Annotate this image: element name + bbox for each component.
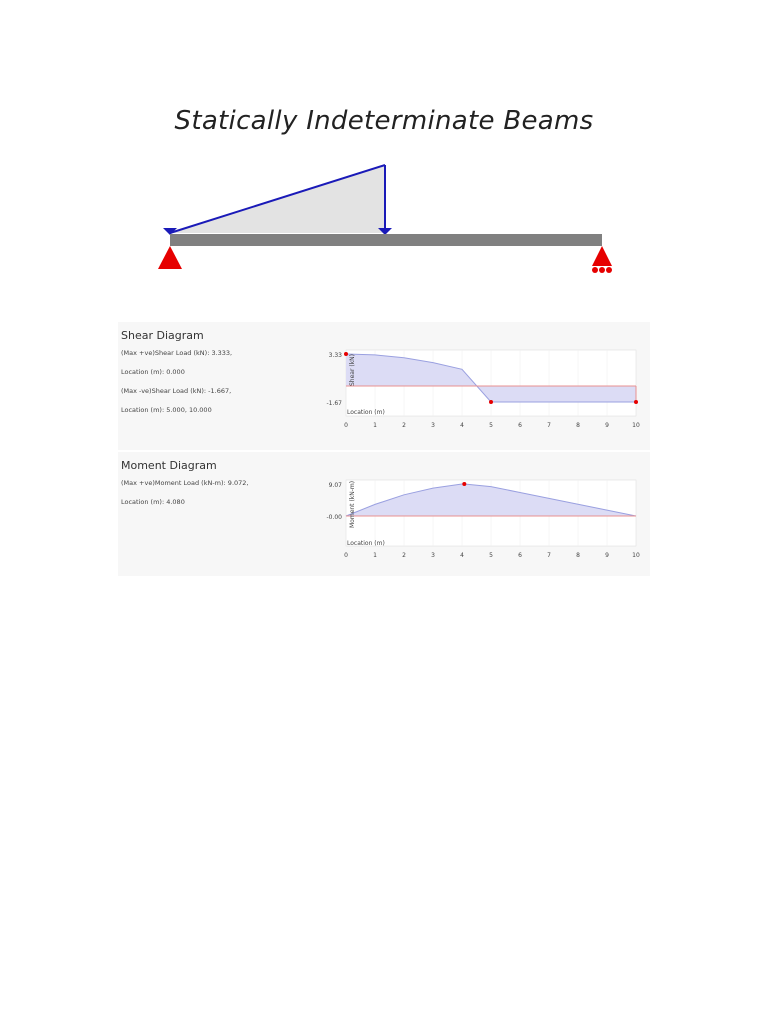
moment-x-tick-label: 6	[518, 552, 522, 559]
shear-x-tick-label: 7	[547, 422, 551, 429]
moment-x-tick-label: 3	[431, 552, 435, 559]
moment-x-label: Location (m)	[347, 540, 385, 547]
shear-x-tick-label: 4	[460, 422, 464, 429]
moment-x-tick-label: 8	[576, 552, 580, 559]
moment-x-tick-label: 5	[489, 552, 493, 559]
shear-x-tick-label: 1	[373, 422, 377, 429]
shear-x-tick-label: 9	[605, 422, 609, 429]
moment-x-tick-label: 7	[547, 552, 551, 559]
shear-x-label: Location (m)	[347, 409, 385, 416]
shear-heading: Shear Diagram	[121, 329, 204, 342]
moment-x-tick-label: 2	[402, 552, 406, 559]
shear-y-top-tick: 3.33	[328, 352, 342, 359]
moment-marker	[462, 482, 466, 486]
moment-y-zero-tick: -0.00	[326, 514, 342, 521]
moment-x-tick-label: 0	[344, 552, 348, 559]
moment-x-tick-label: 4	[460, 552, 464, 559]
shear-max-neg-location: Location (m): 5.000, 10.000	[121, 406, 212, 414]
moment-max-pos-load: (Max +ve)Moment Load (kN-m): 9.072,	[121, 479, 249, 487]
moment-y-top-tick: 9.07	[328, 482, 342, 489]
moment-max-pos-location: Location (m): 4.080	[121, 498, 185, 506]
shear-max-pos-location: Location (m): 0.000	[121, 368, 185, 376]
shear-marker	[344, 352, 348, 356]
page-title: Statically Indeterminate Beams	[174, 106, 594, 136]
shear-chart	[326, 350, 640, 429]
moment-x-ticks	[344, 552, 640, 559]
moment-markers	[462, 482, 466, 486]
moment-heading: Moment Diagram	[121, 459, 217, 472]
moment-y-label: Moment (kN-m)	[349, 480, 356, 528]
moment-chart	[326, 480, 640, 559]
shear-x-ticks	[344, 422, 640, 429]
shear-y-label: Shear (kN)	[349, 354, 356, 386]
shear-marker	[489, 400, 493, 404]
shear-max-pos-load: (Max +ve)Shear Load (kN): 3.333,	[121, 349, 233, 357]
moment-x-tick-label: 1	[373, 552, 377, 559]
shear-x-tick-label: 8	[576, 422, 580, 429]
shear-x-tick-label: 3	[431, 422, 435, 429]
shear-max-neg-load: (Max -ve)Shear Load (kN): -1.667,	[121, 387, 232, 395]
shear-x-tick-label: 2	[402, 422, 406, 429]
shear-x-tick-label: 6	[518, 422, 522, 429]
shear-marker	[634, 400, 638, 404]
shear-x-tick-label: 0	[344, 422, 348, 429]
shear-x-tick-label: 5	[489, 422, 493, 429]
shear-y-bottom-tick: -1.67	[326, 400, 342, 407]
shear-x-tick-label: 10	[632, 422, 640, 429]
moment-x-tick-label: 9	[605, 552, 609, 559]
moment-x-tick-label: 10	[632, 552, 640, 559]
